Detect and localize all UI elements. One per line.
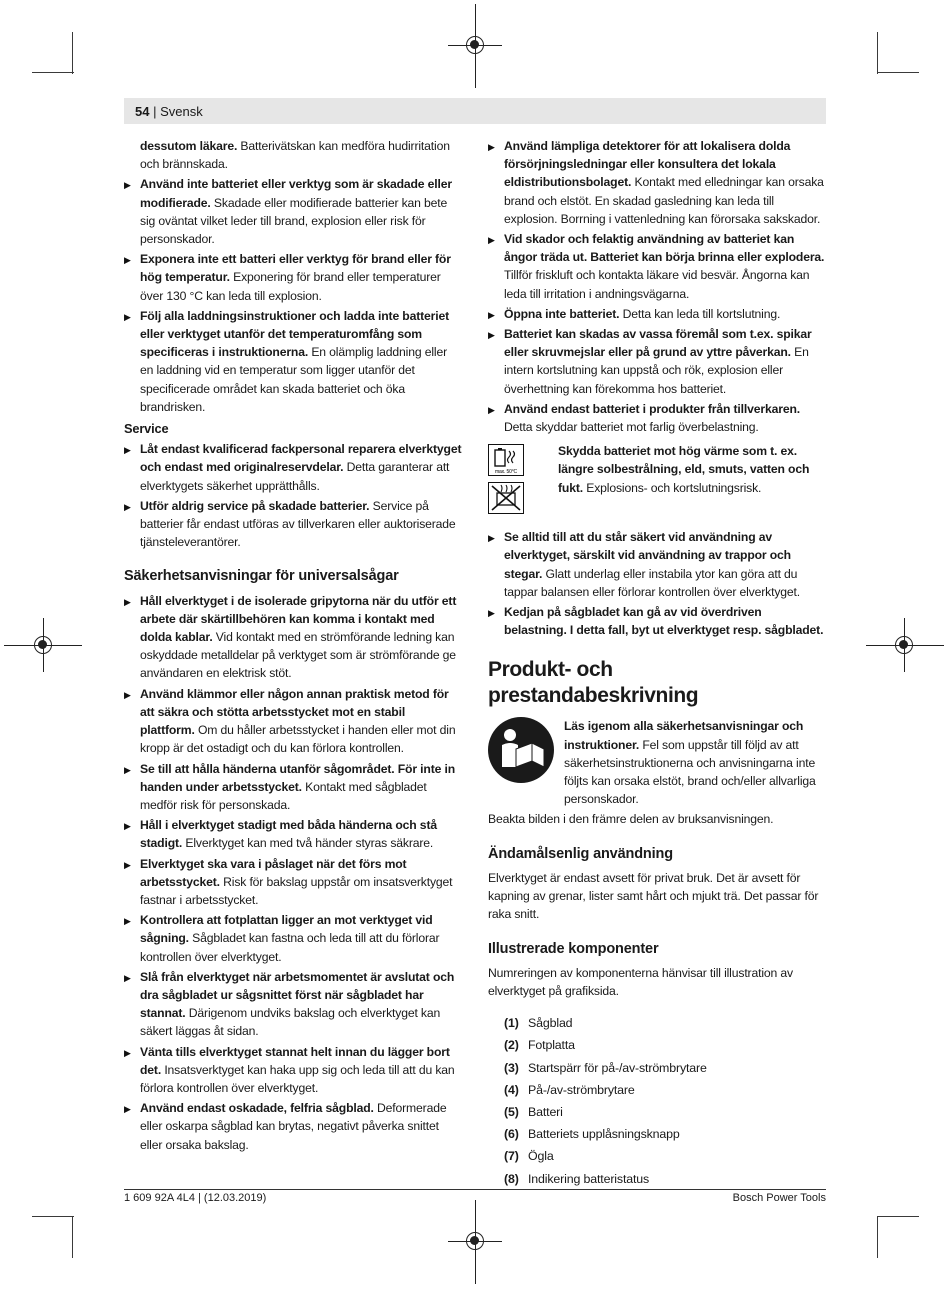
component-number: (1) (504, 1016, 519, 1031)
item-text: Om du håller arbetsstycket i handen eller mot din kropp är det ostadigt och du kan förlora kontrollen. (140, 723, 456, 756)
component-label: På-/av-strömbrytare (528, 1082, 635, 1097)
item-emphasis: Elverktyget ska vara i påslaget när det förs mot arbetsstycket. (140, 856, 407, 889)
saw-safety-item (124, 685, 462, 758)
left-column (124, 137, 462, 1156)
component-label: Fotplatta (528, 1038, 575, 1053)
bullet-arrow-icon: ▶ (124, 764, 131, 775)
intended-use-text: Elverktyget är endast avsett för privat bruk. Det är avsett för kapning av grenar, lister samt hårt och mjukt trä. Det passar för raka snitt. (488, 870, 819, 922)
page-header (135, 104, 203, 119)
continued-text: dessutom läkare. Batterivätskan kan medföra hudirritation och brännskada. (140, 139, 450, 172)
item-text: Elverktyget kan med två händer styras säkrare. (182, 836, 434, 851)
safety-item (488, 603, 826, 639)
component-number: (6) (504, 1127, 519, 1142)
item-text: Kontakt med elledningar kan orsaka brand och elstöt. En skadad gasledning kan leda till explosion. Borrning i vattenledning kan förorsaka sakskador. (504, 175, 824, 226)
component-item (504, 1123, 826, 1145)
heat-warning-block (488, 442, 826, 516)
item-text: Glatt underlag eller instabila ytor kan göra att du tappar balansen eller förlorar kontrollen över elverktyget. (504, 566, 800, 599)
warning-icons (488, 444, 528, 520)
item-text: Deformerade eller oskarpa sågblad kan brytas, negativt påverka snittet eller orsaka bakslag. (140, 1101, 447, 1152)
bullet-arrow-icon: ▶ (488, 235, 495, 246)
bullet-arrow-icon: ▶ (124, 445, 131, 456)
item-text: Därigenom undviks bakslag och elverktyget kan säkert läggas åt sidan. (140, 1006, 441, 1039)
safety-item (124, 307, 462, 416)
item-text: Exponering för brand eller temperaturer över 130 °C kan leda till explosion. (140, 270, 441, 303)
safety-list (488, 137, 826, 436)
bullet-arrow-icon: ▶ (124, 916, 131, 927)
safety-item (488, 137, 826, 228)
component-number: (8) (504, 1171, 519, 1186)
item-emphasis: Använd endast batteriet i produkter från tillverkaren. (504, 401, 800, 416)
bullet-arrow-icon: ▶ (124, 1047, 131, 1058)
temperature-label: max. 50°C (494, 469, 518, 476)
crop-mark (877, 32, 878, 74)
saw-safety-item (124, 816, 462, 852)
crop-mark (877, 72, 919, 73)
read-manual-icon (488, 717, 554, 783)
crop-mark (877, 1216, 919, 1217)
item-text: Detta garanterar att elverktygets säkerhet upprätthålls. (140, 460, 450, 493)
saw-safety-item (124, 911, 462, 966)
safety-item (488, 230, 826, 303)
item-emphasis: Håll elverktyget i de isolerade gripytorna när du utför ett arbete där skärtillbehören kan komma i kontakt med dolda kablar. (140, 593, 457, 645)
bullet-arrow-icon: ▶ (488, 309, 495, 320)
item-text: Detta skyddar batteriet mot farlig överbelastning. (504, 420, 759, 435)
bullet-arrow-icon: ▶ (488, 142, 495, 152)
components-list (504, 1012, 826, 1190)
item-emphasis: Se till att hålla händerna utanför sågområdet. För inte in handen under arbetsstycket. (140, 761, 455, 794)
safety-item (124, 250, 462, 305)
service-heading: Service (124, 421, 169, 437)
bullet-arrow-icon: ▶ (124, 180, 131, 191)
item-emphasis: Följ alla laddningsinstruktioner och ladda inte batteriet eller verktyget utanför det temperaturomfång som specificeras i instruktionerna. (140, 308, 450, 360)
saw-safety-item (124, 968, 462, 1041)
item-emphasis: Exponera inte ett batteri eller verktyg för brand eller för hög temperatur. (140, 252, 451, 285)
components-intro: Numreringen av komponenterna hänvisar till illustration av elverktyget på grafiksida. (488, 965, 793, 998)
item-text: Skadade eller modifierade batterier kan bete sig oväntat vilket leder till brand, explosion eller risk för personskador. (140, 195, 448, 247)
right-column (488, 137, 826, 1190)
bullet-arrow-icon: ▶ (124, 311, 131, 322)
saw-safety-item (124, 855, 462, 910)
saw-safety-list (124, 592, 462, 1154)
saw-safety-item (124, 592, 462, 683)
heat-warning-text: Skydda batteriet mot hög värme som t. ex. längre solbestrålning, eld, smuts, vatten och fukt. Explosions- och kortslutningsrisk. (558, 444, 810, 495)
item-emphasis: Använd lämpliga detektorer för att lokalisera dolda försörjningsledningar eller konsultera det lokala eldistributionsbolaget. (504, 139, 791, 190)
safety-item (124, 175, 462, 248)
item-emphasis: Använd endast oskadade, felfria sågblad. (140, 1101, 374, 1116)
bullet-arrow-icon: ▶ (488, 608, 495, 619)
registration-mark-icon (34, 636, 52, 654)
component-item (504, 1101, 826, 1123)
component-label: Startspärr för på-/av-strömbrytare (528, 1060, 707, 1075)
item-text: En olämplig laddning eller en laddning vid en temperatur som ligger utanför det specificerade området kan skada batteriet och öka brandrisken. (140, 345, 447, 414)
no-heat-exposure-icon (488, 482, 524, 514)
header-separator: | (149, 104, 161, 119)
footer-brand: Bosch Power Tools (732, 1192, 826, 1204)
saw-safety-item (124, 1099, 462, 1154)
registration-mark-icon (466, 36, 484, 54)
component-item (504, 1168, 826, 1190)
bullet-arrow-icon: ▶ (488, 533, 495, 544)
component-number: (4) (504, 1082, 519, 1097)
crop-mark (72, 1216, 73, 1258)
service-item (124, 497, 462, 552)
saw-safety-heading: Säkerhetsanvisningar för universalsågar (124, 568, 399, 585)
document-code: 1 609 92A 4L4 | (12.03.2019) (124, 1192, 267, 1204)
saw-safety-item (124, 1043, 462, 1098)
item-text: En intern kortslutning kan uppstå och rök, explosion eller överhettning kan förekomma hos batteriet. (504, 345, 809, 396)
service-item (124, 440, 462, 495)
component-item (504, 1145, 826, 1167)
crop-mark (32, 72, 74, 73)
item-emphasis: Låt endast kvalificerad fackpersonal reparera elverktyget och endast med originalreservdelar. (140, 442, 462, 475)
crop-mark (32, 1216, 74, 1217)
safety-item (488, 325, 826, 398)
components-heading: Illustrerade komponenter (488, 940, 659, 957)
item-text: Insatsverktyget kan haka upp sig och leda till att du kan förlora kontrollen över elverktyget. (140, 1062, 455, 1095)
component-item (504, 1012, 826, 1034)
item-emphasis: Öppna inte batteriet. (504, 306, 620, 321)
safety-list (124, 175, 462, 416)
item-emphasis: Vid skador och felaktig användning av batteriet kan ångor träda ut. Batteriet kan börja brinna eller explodera. (504, 232, 825, 265)
registration-mark-icon (895, 636, 913, 654)
item-emphasis: Vänta tills elverktyget stannat helt innan du lägger bort det. (140, 1044, 450, 1077)
item-emphasis: Använd inte batteriet eller verktyg som är skadade eller modifierade. (140, 177, 452, 210)
bullet-arrow-icon: ▶ (124, 689, 131, 700)
footer-rule (124, 1189, 826, 1190)
item-emphasis: Batteriet kan skadas av vassa föremål som t.ex. spikar eller skruvmejslar eller på grund av yttre påverkan. (504, 327, 812, 360)
battery-temperature-icon (488, 444, 524, 476)
component-label: Ögla (528, 1149, 554, 1164)
bullet-arrow-icon: ▶ (124, 596, 131, 607)
component-number: (7) (504, 1149, 519, 1164)
component-label: Batteri (528, 1104, 563, 1119)
item-text: Service på batterier får endast utföras av tillverkaren eller auktoriserade tjänsteleverantörer. (140, 498, 456, 550)
safety-item (488, 400, 826, 436)
item-emphasis: Använd klämmor eller någon annan praktisk metod för att säkra och stötta arbetsstycket mot en stabil plattform. (140, 686, 449, 738)
bullet-arrow-icon: ▶ (124, 821, 131, 832)
bullet-arrow-icon: ▶ (124, 1104, 131, 1115)
read-instructions-block (488, 717, 826, 808)
safety-list (488, 528, 826, 639)
safety-item (488, 528, 826, 601)
saw-safety-item (124, 760, 462, 815)
component-item (504, 1079, 826, 1101)
bullet-arrow-icon: ▶ (488, 330, 495, 341)
component-item (504, 1034, 826, 1056)
crop-mark (72, 32, 73, 74)
item-text: Kontakt med sågbladet medför risk för personskada. (140, 779, 427, 812)
registration-mark-icon (466, 1232, 484, 1250)
component-label: Sågblad (528, 1016, 573, 1031)
item-text: Sågbladet kan fastna och leda till att du förlorar kontrollen över elverktyget. (140, 931, 440, 964)
bullet-arrow-icon: ▶ (124, 859, 131, 870)
crop-mark (877, 1216, 878, 1258)
bullet-arrow-icon: ▶ (488, 404, 495, 415)
item-text: Detta kan leda till kortslutning. (619, 306, 781, 321)
component-number: (2) (504, 1038, 519, 1053)
product-description-title: Produkt- och prestandabeskrivning (488, 658, 699, 708)
item-emphasis: Se alltid till att du står säkert vid användning av elverktyget, särskilt vid användning av trappor och stegar. (504, 530, 791, 581)
bullet-arrow-icon: ▶ (124, 972, 131, 983)
component-item (504, 1057, 826, 1079)
header-language: Svensk (160, 104, 203, 119)
service-list (124, 440, 462, 551)
item-text: Tillför friskluft och kontakta läkare vid besvär. Ångorna kan leda till irritation i andningsvägarna. (504, 268, 810, 301)
item-emphasis: Kedjan på sågbladet kan gå av vid överdriven belastning. I detta fall, byt ut elverktyget resp. sågbladet. (504, 605, 824, 638)
item-emphasis: Utför aldrig service på skadade batterier. (140, 498, 370, 513)
safety-item (488, 305, 826, 323)
page-number: 54 (135, 104, 150, 119)
read-instructions-text: Läs igenom alla säkerhetsanvisningar och instruktioner. Fel som uppstår till följd av att säkerhetsinstruktionerna och anvisningarna inte följts kan orsaka elstöt, brand och/eller allvarliga personskador. (564, 719, 816, 807)
item-emphasis: Håll i elverktyget stadigt med båda händerna och stå stadigt. (140, 818, 437, 851)
item-emphasis: Kontrollera att fotplattan ligger an mot verktyget vid sågning. (140, 913, 433, 946)
component-number: (3) (504, 1060, 519, 1075)
component-number: (5) (504, 1104, 519, 1119)
component-label: Indikering batteristatus (528, 1171, 650, 1186)
item-text: Risk för bakslag uppstår om insatsverktyget fastnar i arbetsstycket. (140, 874, 453, 907)
picture-note: Beakta bilden i den främre delen av bruksanvisningen. (488, 812, 774, 827)
component-label: Batteriets upplåsningsknapp (528, 1127, 680, 1142)
bullet-arrow-icon: ▶ (124, 255, 131, 266)
page-header-bar (124, 98, 826, 124)
item-text: Vid kontakt med en strömförande ledning kan oskyddade metalldelar på verktyget som är strömförande ge användaren en elektrisk stöt. (140, 630, 456, 681)
intended-use-heading: Ändamålsenlig användning (488, 845, 673, 862)
bullet-arrow-icon: ▶ (124, 501, 131, 512)
item-emphasis: Slå från elverktyget när arbetsmomentet är avslutat och dra sågbladet ur sågsnittet först när sågbladet har stannat. (140, 969, 455, 1021)
